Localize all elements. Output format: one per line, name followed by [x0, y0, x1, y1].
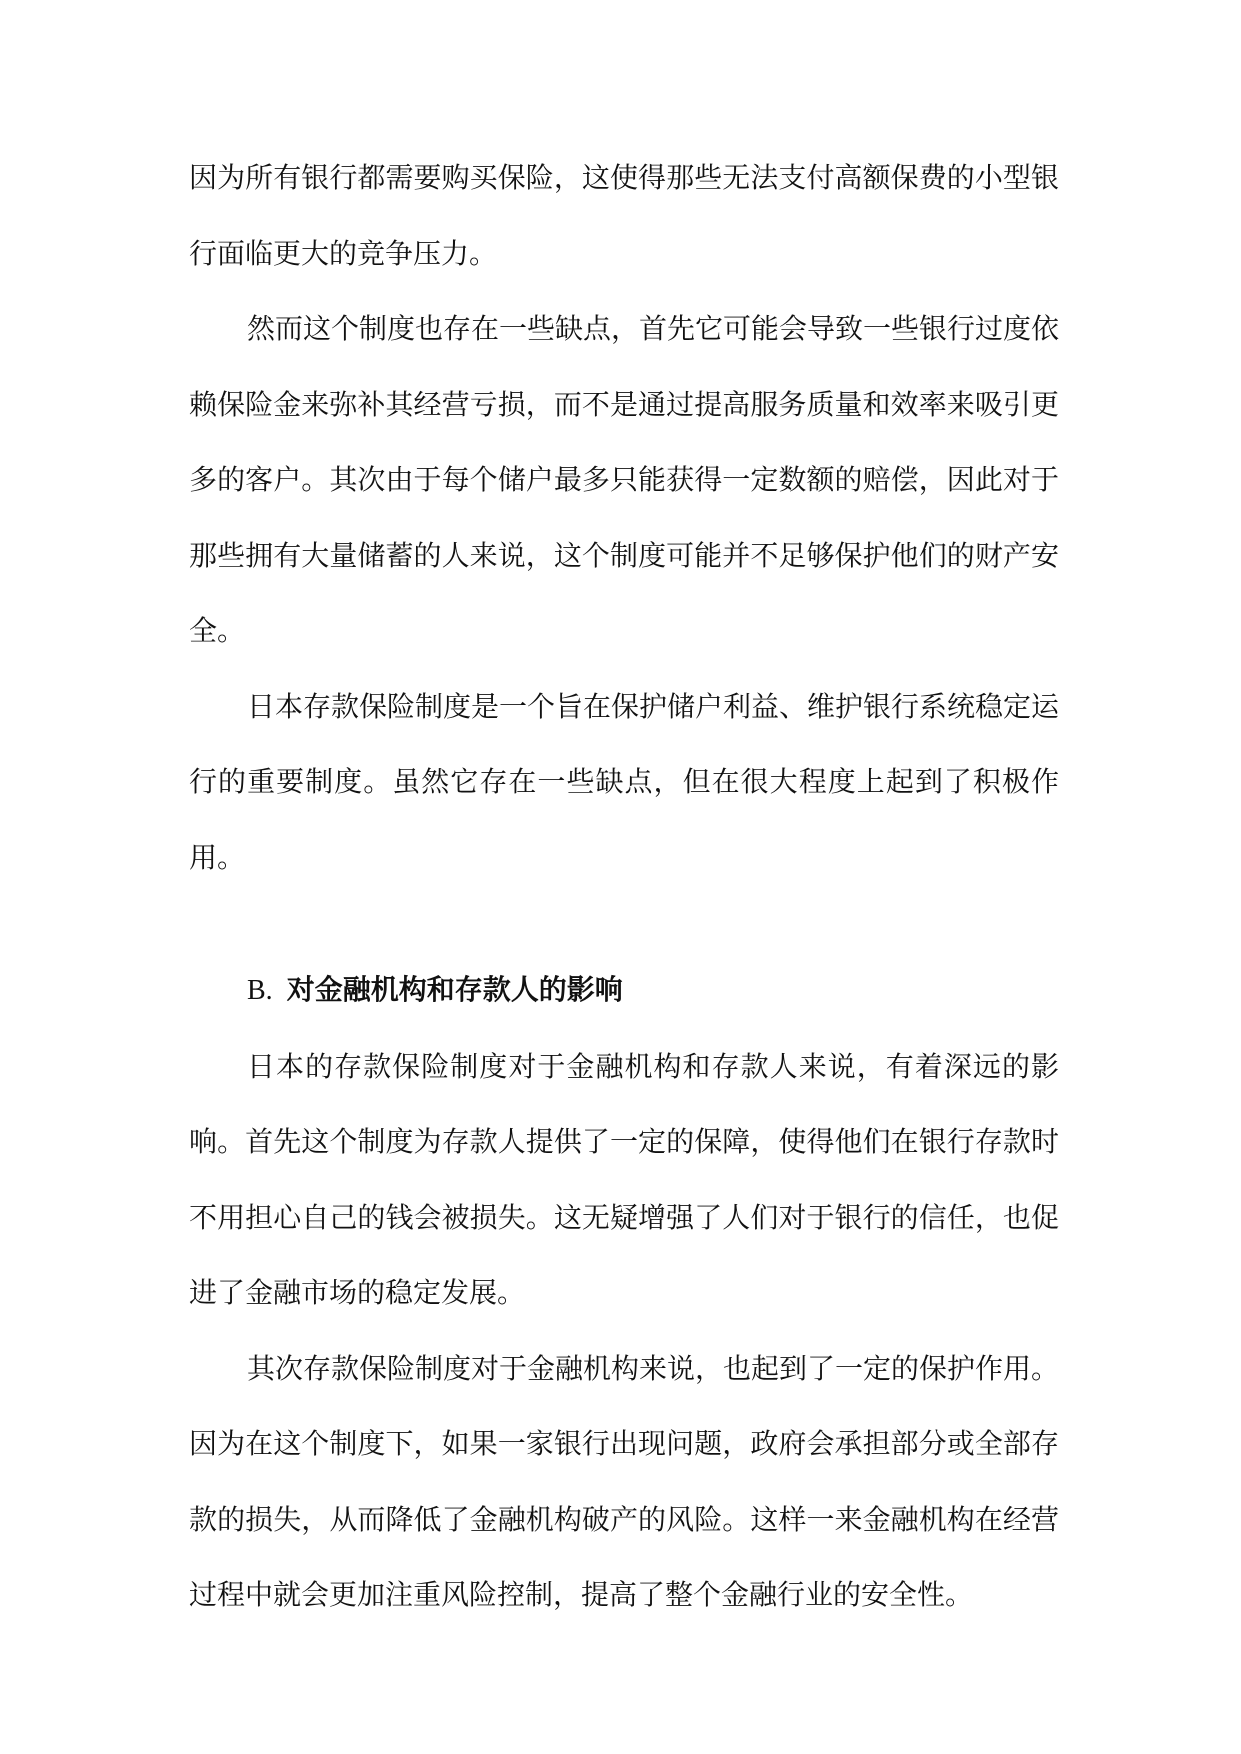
section-title: 对金融机构和存款人的影响 — [286, 973, 623, 1006]
section-heading — [189, 952, 1059, 1029]
paragraph-summary: 日本存款保险制度是一个旨在保护储户利益、维护银行系统稳定运行的重要制度。虽然它存在一些缺点，但在很大程度上起到了积极作用。 — [189, 689, 1060, 874]
paragraph-continuation: 因为所有银行都需要购买保险，这使得那些无法支付高额保费的小型银行面临更大的竞争压力。 — [189, 161, 1059, 270]
section-number: B. — [247, 975, 273, 1006]
paragraph-impact-institutions: 其次存款保险制度对于金融机构来说，也起到了一定的保护作用。因为在这个制度下，如果一家银行出现问题，政府会承担部分或全部存款的损失，从而降低了金融机构破产的风险。这样一来金融机构在经营过程中就会更加注重风险控制，提高了整个金融行业的安全性。 — [189, 1351, 1060, 1611]
document-body — [189, 140, 1059, 1633]
paragraph-drawbacks: 然而这个制度也存在一些缺点，首先它可能会导致一些银行过度依赖保险金来弥补其经营亏损，而不是通过提高服务质量和效率来吸引更多的客户。其次由于每个储户最多只能获得一定数额的赔偿，因此对于那些拥有大量储蓄的人来说，这个制度可能并不足够保护他们的财产安全。 — [189, 312, 1060, 647]
paragraph-impact-depositors: 日本的存款保险制度对于金融机构和存款人来说，有着深远的影响。首先这个制度为存款人提供了一定的保障，使得他们在银行存款时不用担心自己的钱会被损失。这无疑增强了人们对于银行的信任，也促进了金融市场的稳定发展。 — [189, 1049, 1059, 1309]
